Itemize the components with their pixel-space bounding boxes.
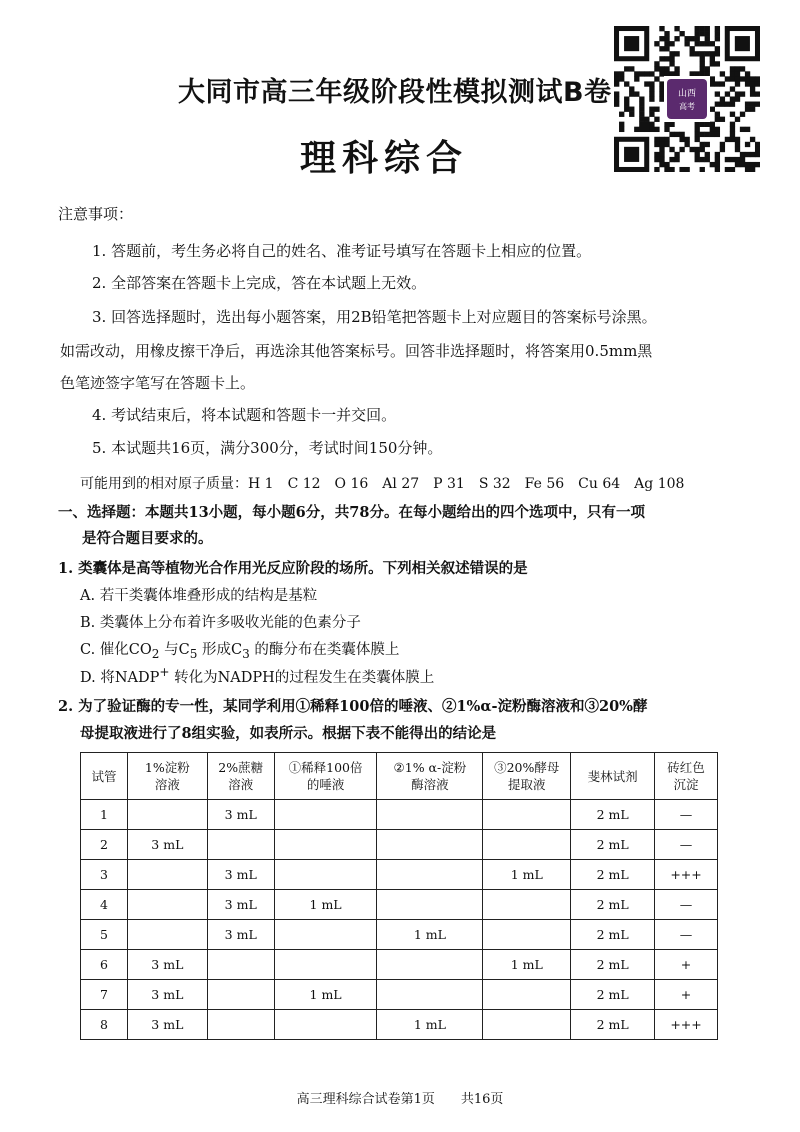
question-2-stem: 2. 为了验证酶的专一性，某同学利用①稀释100倍的唾液、②1%α-淀粉酶溶液和③20%酵 <box>58 698 648 715</box>
table-cell <box>274 950 377 980</box>
table-cell: 2 mL <box>571 950 655 980</box>
table-cell: 1 mL <box>483 860 571 890</box>
table-cell: 2 mL <box>571 860 655 890</box>
table-cell: 2 mL <box>571 890 655 920</box>
table-cell <box>207 950 274 980</box>
experiment-table <box>80 752 718 1040</box>
table-cell: 3 mL <box>207 800 274 830</box>
table-row <box>81 860 718 890</box>
table-cell: 8 <box>81 1010 128 1040</box>
table-cell: 2 mL <box>571 800 655 830</box>
table-cell <box>377 950 483 980</box>
table-header-cell: 斐林试剂 <box>571 753 655 800</box>
table-header-row <box>81 753 718 800</box>
table-cell <box>377 800 483 830</box>
section-heading: 一、选择题：本题共13小题，每小题6分，共78分。在每小题给出的四个选项中，只有一项 <box>58 504 645 521</box>
table-cell: +++ <box>655 860 718 890</box>
table-cell: — <box>655 890 718 920</box>
table-header-cell: 砖红色 沉淀 <box>655 753 718 800</box>
table-row <box>81 1010 718 1040</box>
table-cell: 4 <box>81 890 128 920</box>
table-cell: 2 mL <box>571 830 655 860</box>
table-cell: 1 mL <box>274 890 377 920</box>
question-1-option-a: A. 若干类囊体堆叠形成的结构是基粒 <box>80 588 318 604</box>
table-cell <box>207 980 274 1010</box>
table-cell <box>127 860 207 890</box>
table-cell: 3 <box>81 860 128 890</box>
table-cell <box>274 920 377 950</box>
page-footer <box>0 1088 800 1107</box>
table-cell: — <box>655 920 718 950</box>
table-cell: 1 mL <box>377 920 483 950</box>
table-header-cell: ③20%酵母 提取液 <box>483 753 571 800</box>
table-cell <box>483 830 571 860</box>
footer-page-label: 高三理科综合试卷第1页 <box>296 1092 435 1107</box>
table-cell: 3 mL <box>127 950 207 980</box>
subject-title: 理科综合 <box>300 138 469 179</box>
table-cell: 2 mL <box>571 920 655 950</box>
qr-code-icon <box>614 26 760 172</box>
qr-code <box>614 26 760 172</box>
table-cell: 1 mL <box>274 980 377 1010</box>
table-cell: — <box>655 830 718 860</box>
notice-item-4: 4. 考试结束后，将本试题和答题卡一并交回。 <box>92 406 397 424</box>
table-cell: 1 mL <box>377 1010 483 1040</box>
table-cell <box>274 860 377 890</box>
table-cell: 2 mL <box>571 980 655 1010</box>
table-cell <box>127 800 207 830</box>
question-1-option-b: B. 类囊体上分布着许多吸收光能的色素分子 <box>80 615 361 631</box>
table-row <box>81 800 718 830</box>
table-row <box>81 950 718 980</box>
table-header-cell: 试管 <box>81 753 128 800</box>
notice-heading: 注意事项： <box>58 205 134 223</box>
table-row <box>81 890 718 920</box>
section-heading-cont: 是符合题目要求的。 <box>82 530 213 547</box>
question-1-option-c: C. 催化$CO_2$ 与$C_5$ 形成$C_3$ 的酶分布在类囊体膜上 <box>80 642 400 661</box>
footer-total-label: 共16页 <box>460 1092 504 1107</box>
table-cell <box>483 890 571 920</box>
table-cell: 3 mL <box>207 920 274 950</box>
table-cell: 3 mL <box>207 890 274 920</box>
table-cell <box>127 890 207 920</box>
qr-badge-label: 高考 <box>679 102 695 111</box>
table-cell: — <box>655 800 718 830</box>
table-cell: 1 mL <box>483 950 571 980</box>
table-cell <box>274 830 377 860</box>
table-body <box>81 800 718 1040</box>
table-header-cell: ①稀释100倍 的唾液 <box>274 753 377 800</box>
table-cell: 3 mL <box>127 980 207 1010</box>
notice-item-3-end: 色笔迹签字笔写在答题卡上。 <box>60 374 256 392</box>
table-cell <box>377 830 483 860</box>
notice-item-3-cont: 如需改动，用橡皮擦干净后，再选涂其他答案标号。回答非选择题时，将答案用0.5mm黑 <box>60 342 653 360</box>
table-header-cell: 2%蔗糖 溶液 <box>207 753 274 800</box>
question-2-stem-cont: 母提取液进行了8组实验，如表所示。根据下表不能得出的结论是 <box>80 725 497 742</box>
table-cell: 6 <box>81 950 128 980</box>
table-cell: + <box>655 950 718 980</box>
notice-item-5: 5. 本试题共16页，满分300分，考试时间150分钟。 <box>92 439 443 457</box>
question-1-stem: 1. 类囊体是高等植物光合作用光反应阶段的场所。下列相关叙述错误的是 <box>58 560 528 577</box>
table-cell: 2 <box>81 830 128 860</box>
table-cell <box>274 800 377 830</box>
table-cell <box>483 1010 571 1040</box>
table-cell <box>127 920 207 950</box>
exam-title: 大同市高三年级阶段性模拟测试B卷 <box>178 77 612 108</box>
table-cell <box>377 890 483 920</box>
notice-item-2: 2. 全部答案在答题卡上完成，答在本试题上无效。 <box>92 274 427 292</box>
atomic-masses: 可能用到的相对原子质量：H 1 C 12 O 16 Al 27 P 31 S 32 Fe 56 Cu 64 Ag 108 <box>80 476 685 492</box>
table-cell: 2 mL <box>571 1010 655 1040</box>
table-cell: 3 mL <box>127 830 207 860</box>
table-cell: 3 mL <box>127 1010 207 1040</box>
table-cell <box>377 980 483 1010</box>
table-cell <box>207 830 274 860</box>
table-cell <box>274 1010 377 1040</box>
question-1-option-d: D. 将NADP+ 转化为NADPH的过程发生在类囊体膜上 <box>80 665 435 686</box>
table-cell: + <box>655 980 718 1010</box>
table-cell <box>483 980 571 1010</box>
table-header-cell: 1%淀粉 溶液 <box>127 753 207 800</box>
qr-badge <box>667 79 707 119</box>
table-row <box>81 920 718 950</box>
table-cell <box>483 920 571 950</box>
table-cell: +++ <box>655 1010 718 1040</box>
qr-badge-label: 山西 <box>677 89 697 99</box>
table-cell: 3 mL <box>207 860 274 890</box>
table-row <box>81 830 718 860</box>
table-header-cell: ②1% α-淀粉 酶溶液 <box>377 753 483 800</box>
table-cell: 5 <box>81 920 128 950</box>
table-cell <box>377 860 483 890</box>
table-cell: 7 <box>81 980 128 1010</box>
table-cell <box>483 800 571 830</box>
notice-item-1: 1. 答题前，考生务必将自己的姓名、准考证号填写在答题卡上相应的位置。 <box>92 242 592 260</box>
table-cell <box>207 1010 274 1040</box>
notice-item-3: 3. 回答选择题时，选出每小题答案，用2B铅笔把答题卡上对应题目的答案标号涂黑。 <box>92 308 657 326</box>
table-row <box>81 980 718 1010</box>
table-cell: 1 <box>81 800 128 830</box>
